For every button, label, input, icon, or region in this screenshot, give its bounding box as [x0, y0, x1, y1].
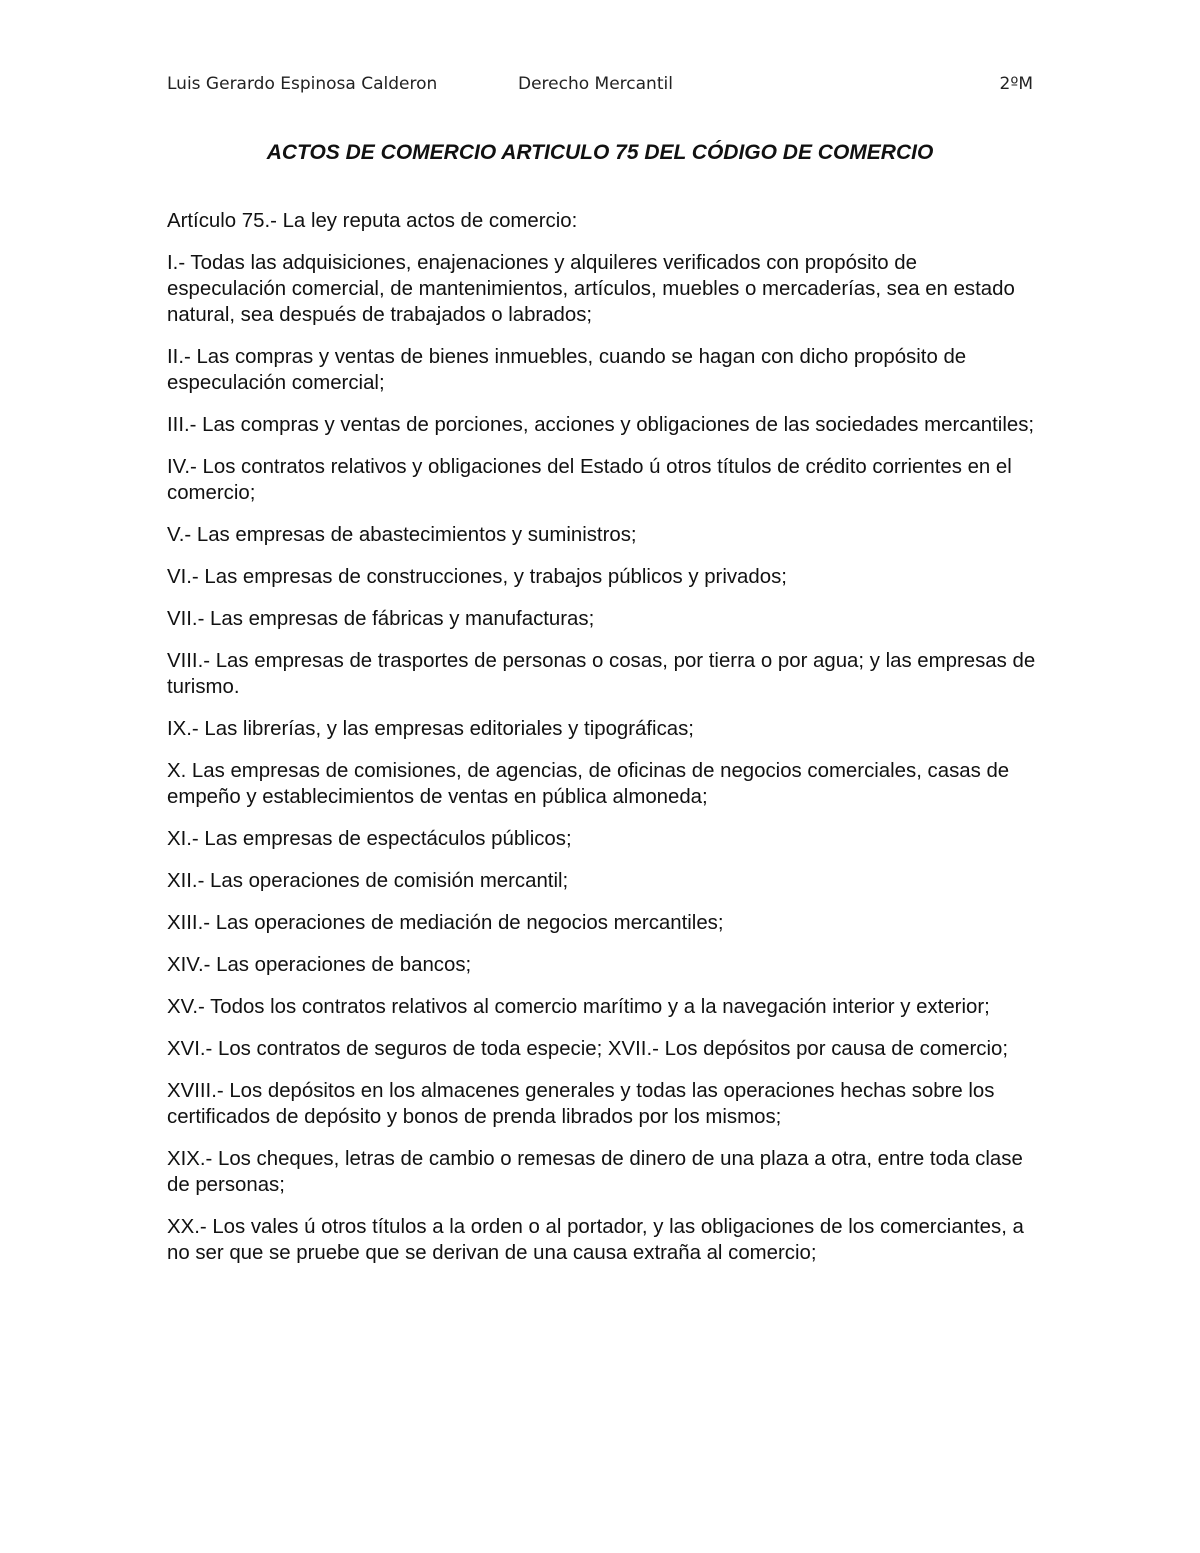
document-title: ACTOS DE COMERCIO ARTICULO 75 DEL CÓDIGO DE COMERCIO [266, 141, 934, 164]
page-header [167, 74, 1033, 100]
article-intro: Artículo 75.- La ley reputa actos de comercio: [167, 210, 578, 232]
fraction-xix: XIX.- Los cheques, letras de cambio o remesas de dinero de una plaza a otra, entre toda clase de personas; [167, 1148, 1023, 1196]
fraction-i: I.- Todas las adquisiciones, enajenaciones y alquileres verificados con propósito de especulación comercial, de mantenimientos, artículos, muebles o mercaderías, sea en estado natural, sea después de trabajados o labrados; [167, 252, 1015, 326]
fraction-ii: II.- Las compras y ventas de bienes inmuebles, cuando se hagan con dicho propósito de especulación comercial; [167, 346, 967, 394]
fraction-xiii: XIII.- Las operaciones de mediación de negocios mercantiles; [167, 912, 724, 934]
fraction-xvi-xvii: XVI.- Los contratos de seguros de toda especie; XVII.- Los depósitos por causa de comercio; [167, 1038, 1009, 1060]
fraction-xv: XV.- Todos los contratos relativos al comercio marítimo y a la navegación interior y exterior; [167, 996, 990, 1018]
header-author: Luis Gerardo Espinosa Calderon [167, 74, 438, 94]
header-subject: Derecho Mercantil [518, 74, 673, 94]
fraction-ix: IX.- Las librerías, y las empresas editoriales y tipográficas; [167, 718, 694, 740]
fraction-xviii: XVIII.- Los depósitos en los almacenes generales y todas las operaciones hechas sobre los certificados de depósito y bonos de prenda librados por los mismos; [167, 1080, 995, 1128]
fraction-vi: VI.- Las empresas de construcciones, y trabajos públicos y privados; [167, 566, 787, 588]
fraction-xiv: XIV.- Las operaciones de bancos; [167, 954, 472, 976]
fraction-vii: VII.- Las empresas de fábricas y manufacturas; [167, 608, 595, 630]
fraction-iii: III.- Las compras y ventas de porciones, acciones y obligaciones de las sociedades mercantiles; [167, 414, 1035, 436]
header-group: 2ºM [999, 74, 1033, 94]
fraction-xii: XII.- Las operaciones de comisión mercantil; [167, 870, 569, 892]
fraction-viii: VIII.- Las empresas de trasportes de personas o cosas, por tierra o por agua; y las empresas de turismo. [167, 650, 1036, 698]
fraction-x: X. Las empresas de comisiones, de agencias, de oficinas de negocios comerciales, casas de empeño y establecimientos de ventas en pública almoneda; [167, 760, 1010, 808]
fraction-iv: IV.- Los contratos relativos y obligaciones del Estado ú otros títulos de crédito corrientes en el comercio; [167, 456, 1012, 504]
fraction-xx: XX.- Los vales ú otros títulos a la orden o al portador, y las obligaciones de los comerciantes, a no ser que se pruebe que se derivan de una causa extraña al comercio; [167, 1216, 1024, 1264]
fraction-v: V.- Las empresas de abastecimientos y suministros; [167, 524, 637, 546]
document-body [167, 208, 1037, 1282]
fraction-xi: XI.- Las empresas de espectáculos públicos; [167, 828, 572, 850]
